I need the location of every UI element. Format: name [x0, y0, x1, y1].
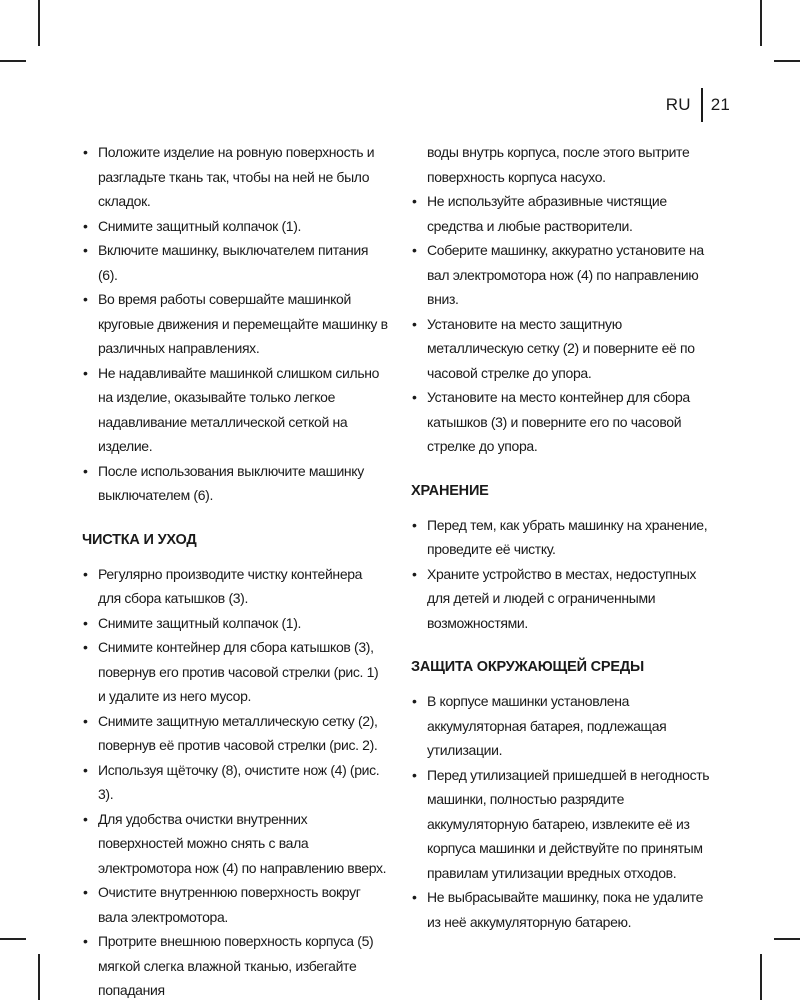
- section-heading-storage: ХРАНЕНИЕ: [411, 482, 489, 499]
- list-item: • Положите изделие на ровную поверхность и разгладьте ткань так, чтобы на ней не было складок.: [82, 140, 388, 214]
- list-item: • Снимите защитный колпачок (1).: [82, 214, 388, 239]
- list-item: • Для удобства очистки внутренних поверхностей можно снять с вала электромотора нож (4) по направлению вверх.: [82, 807, 388, 881]
- list-item: • Храните устройство в местах, недоступных для детей и людей с ограниченными возможностями.: [411, 562, 717, 636]
- list-item: • Включите машинку, выключателем питания (6).: [82, 238, 388, 287]
- page-header: [666, 88, 730, 122]
- list-item: • Не выбрасывайте машинку, пока не удалите из неё аккумуляторную батарею.: [411, 885, 717, 934]
- list-item: • Снимите защитный колпачок (1).: [82, 611, 388, 636]
- environment-list: [411, 689, 717, 934]
- list-item: • После использования выключите машинку выключателем (6).: [82, 459, 388, 508]
- left-column: [82, 140, 388, 1003]
- crop-mark-top-left-v: [38, 0, 40, 46]
- cleaning-list: [82, 562, 388, 1003]
- list-item: • Снимите защитную металлическую сетку (2), повернув её против часовой стрелки (рис. 2).: [82, 709, 388, 758]
- list-item: • Соберите машинку, аккуратно установите на вал электромотора нож (4) по направлению вниз.: [411, 238, 717, 312]
- list-item: • Перед тем, как убрать машинку на хранение, проведите её чистку.: [411, 513, 717, 562]
- cleaning-list-continued: [411, 140, 717, 459]
- list-item: • Регулярно производите чистку контейнера для сбора катышков (3).: [82, 562, 388, 611]
- section-heading-environment: ЗАЩИТА ОКРУЖАЮЩЕЙ СРЕДЫ: [411, 659, 644, 675]
- page-number: 21: [710, 95, 730, 114]
- list-item: • Установите на место контейнер для сбора катышков (3) и поверните его по часовой стрелке до упора.: [411, 385, 717, 459]
- list-item: • В корпусе машинки установлена аккумуляторная батарея, подлежащая утилизации.: [411, 689, 717, 763]
- crop-mark-bottom-left-h: [0, 938, 26, 940]
- intro-list: [82, 140, 388, 508]
- crop-mark-bottom-left-v: [38, 954, 40, 1000]
- crop-mark-top-right-v: [760, 0, 762, 46]
- list-item: • Во время работы совершайте машинкой круговые движения и перемещайте машинку в различных направлениях.: [82, 287, 388, 361]
- section-heading-cleaning: ЧИСТКА И УХОД: [82, 531, 197, 548]
- list-item: • Снимите контейнер для сбора катышков (3), повернув его против часовой стрелки (рис. 1) и удалите из него мусор.: [82, 635, 388, 709]
- crop-mark-top-right-h: [774, 60, 800, 62]
- list-item: • Очистите внутреннюю поверхность вокруг вала электромотора.: [82, 880, 388, 929]
- crop-mark-bottom-right-h: [774, 938, 800, 940]
- list-item: • Установите на место защитную металлическую сетку (2) и поверните её по часовой стрелке до упора.: [411, 312, 717, 386]
- list-item: • Протрите внешнюю поверхность корпуса (5) мягкой слегка влажной тканью, избегайте попадания: [82, 929, 388, 1003]
- list-item: • Перед утилизацией пришедшей в негодность машинки, полностью разрядите аккумуляторную батарею, извлеките её из корпуса машинки и действуйте по принятым правилам утилизации вредных отходов.: [411, 763, 717, 886]
- list-item: • Используя щёточку (8), очистите нож (4) (рис. 3).: [82, 758, 388, 807]
- right-column: [411, 140, 717, 934]
- crop-mark-top-left-h: [0, 60, 26, 62]
- list-item: • Не используйте абразивные чистящие средства и любые растворители.: [411, 189, 717, 238]
- crop-mark-bottom-right-v: [760, 954, 762, 1000]
- language-code: RU: [665, 95, 691, 114]
- storage-list: [411, 513, 717, 636]
- list-item: • Не надавливайте машинкой слишком сильно на изделие, оказывайте только легкое надавливание металлической сеткой на изделие.: [82, 361, 388, 459]
- continued-text: воды внутрь корпуса, после этого вытрите поверхность корпуса насухо.: [427, 144, 690, 185]
